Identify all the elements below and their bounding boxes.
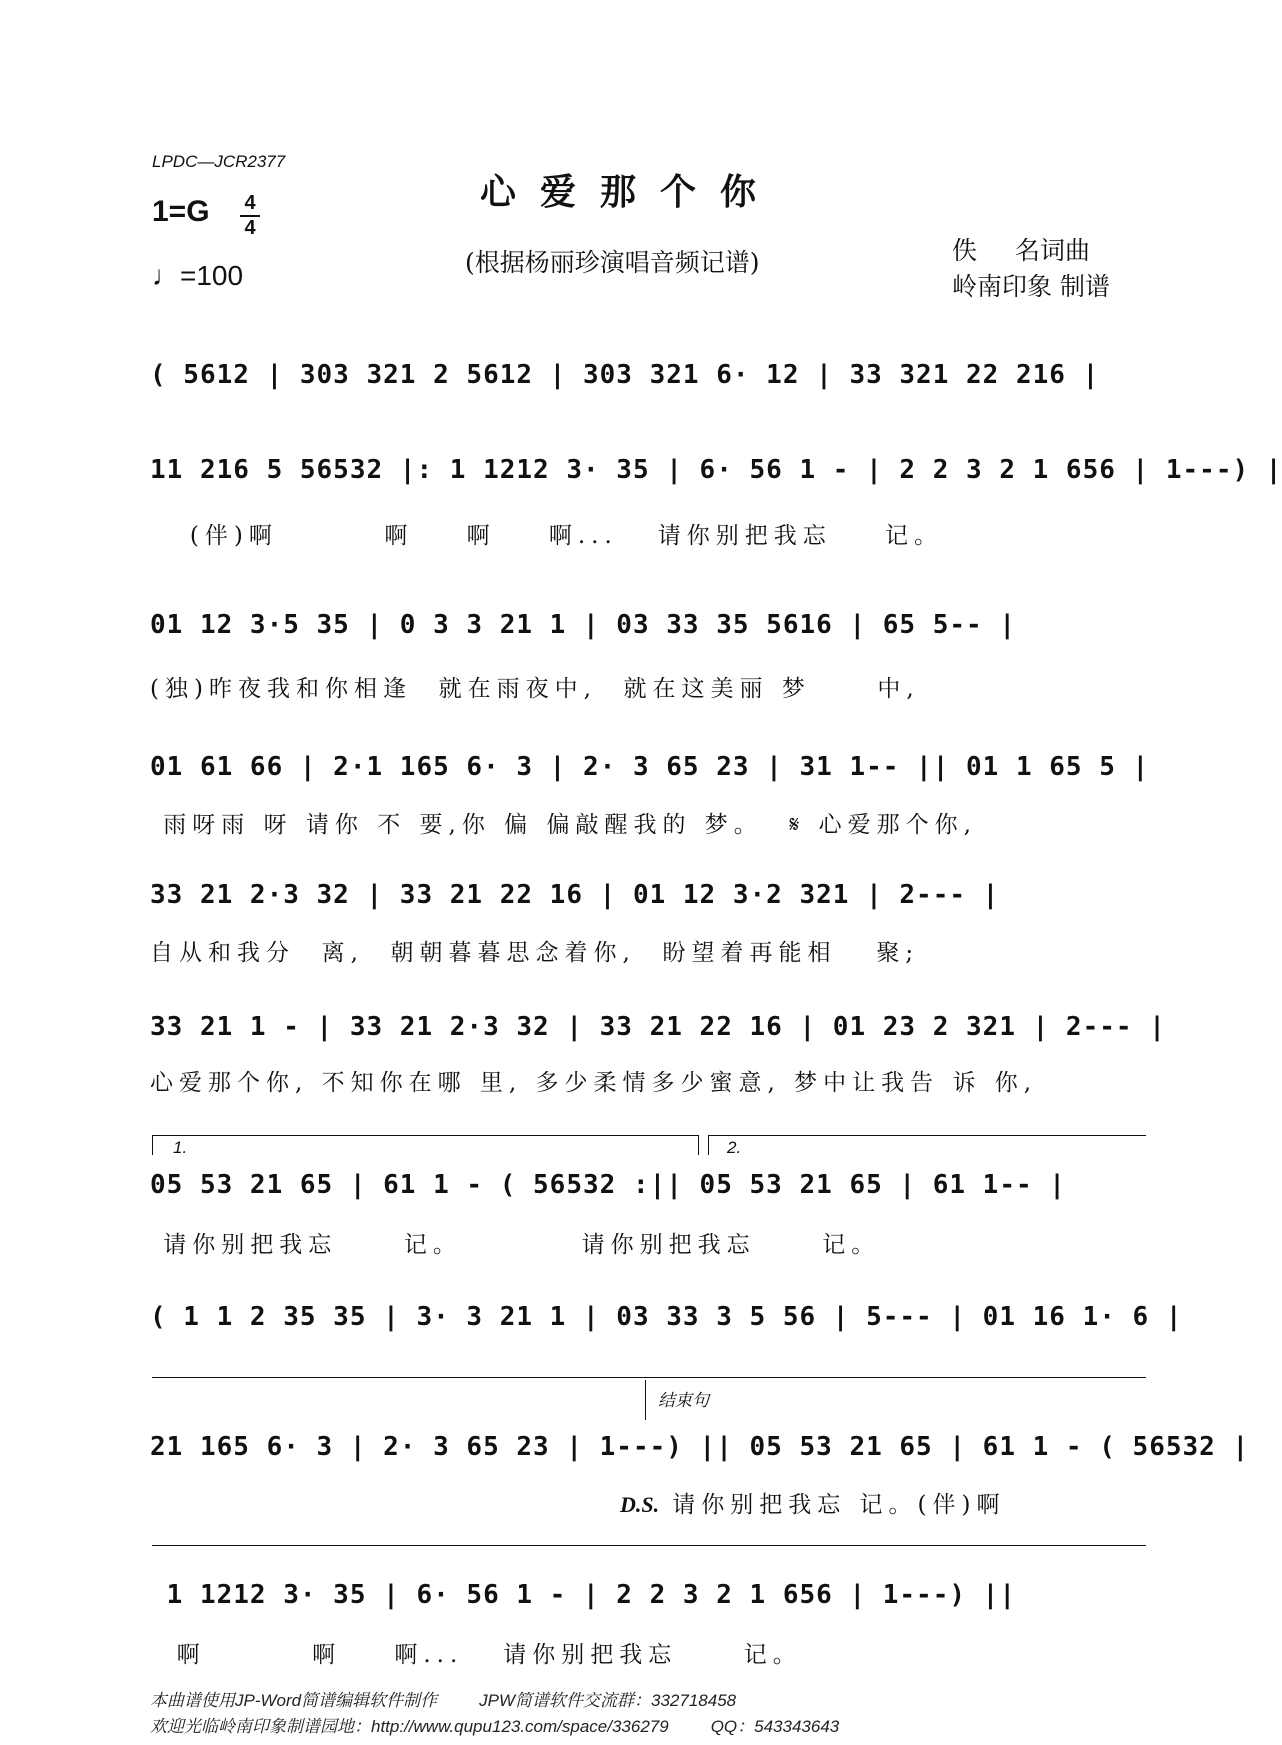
score-line-8: ( 1 1 2 35 35 | 3· 3 21 1 | 03 33 3 5 56 | 5--- | 01 16 1· 6 | xyxy=(150,1302,1183,1332)
meter-bottom: 4 xyxy=(244,217,256,239)
volta-2-label: 2. xyxy=(727,1138,742,1157)
ds-lyric-line xyxy=(620,1486,1005,1519)
score-line-5: 33 21 2·3 32 | 33 21 22 16 | 01 12 3·2 321 | 2--- | xyxy=(150,880,1000,910)
score-line-7: 05 53 21 65 | 61 1 - ( 56532 :|| 05 53 21 65 | 61 1-- | xyxy=(150,1170,1066,1200)
footer-website: 欢迎光临岭南印象制谱园地：http://www.qupu123.com/space/336279 xyxy=(150,1717,669,1736)
meter-top: 4 xyxy=(244,192,256,214)
volta-2-left xyxy=(708,1135,709,1155)
credit-author-role: 名词曲 xyxy=(1015,236,1091,265)
lyric-line-6: 心爱那个你, 不知你在哪 里, 多少柔情多少蜜意, 梦中让我告 诉 你, xyxy=(150,1070,1038,1096)
credit-composer xyxy=(952,231,1090,267)
volta-2-bracket xyxy=(708,1135,1146,1136)
score-code: LPDC—JCR2377 xyxy=(152,152,286,171)
key-label: 1=G xyxy=(152,195,210,228)
ending-label: 结束句 xyxy=(658,1391,709,1410)
key-signature xyxy=(152,195,210,229)
page-subtitle: (根据杨丽珍演唱音频记谱) xyxy=(465,248,760,277)
footer-line-2 xyxy=(150,1712,839,1737)
coda-rule xyxy=(152,1545,1146,1546)
volta-1-left xyxy=(152,1135,153,1155)
lyric-line-2: (伴)啊 啊 啊 啊... 请你别把我忘 记。 xyxy=(150,523,943,549)
score-line-1: ( 5612 | 303 321 2 5612 | 303 321 6· 12 | 33 321 22 216 | xyxy=(150,360,1100,390)
tempo-marking: ♩=100 xyxy=(152,260,244,291)
lyric-line-5: 自从和我分 离, 朝朝暮暮思念着你, 盼望着再能相 聚; xyxy=(150,940,920,966)
footer-group: JPW简谱软件交流群：332718458 xyxy=(479,1691,737,1710)
score-line-2: 11 216 5 56532 |: 1 1212 3· 35 | 6· 56 1 - | 2 2 3 2 1 656 | 1---) | xyxy=(150,455,1282,485)
volta-1-right xyxy=(698,1135,699,1155)
lyric-line-7: 请你别把我忘 记。 请你别把我忘 记。 xyxy=(150,1232,881,1258)
footer-line-1 xyxy=(150,1686,736,1711)
footer-software: 本曲谱使用JP-Word简谱编辑软件制作 xyxy=(150,1691,438,1710)
time-signature xyxy=(238,193,262,239)
ds-label: D.S. xyxy=(620,1492,660,1517)
score-line-9: 21 165 6· 3 | 2· 3 65 23 | 1---) || 05 53 21 65 | 61 1 - ( 56532 | xyxy=(150,1432,1250,1462)
section-rule xyxy=(152,1377,1146,1378)
lyric-line-10: 啊 啊 啊... 请你别把我忘 记。 xyxy=(150,1642,802,1668)
volta-1-label: 1. xyxy=(173,1138,188,1157)
lyric-line-3: (独)昨夜我和你相逢 就在雨夜中, 就在这美丽 梦 中, xyxy=(150,676,920,702)
footer-qq: QQ：543343643 xyxy=(710,1717,840,1736)
lyric-line-4: 雨呀雨 呀 请你 不 要,你 偏 偏敲醒我的 梦。 𝄋 心爱那个你, xyxy=(150,812,977,838)
volta-1-bracket xyxy=(152,1135,698,1136)
credit-author: 佚 xyxy=(952,236,978,265)
score-line-4: 01 61 66 | 2·1 165 6· 3 | 2· 3 65 23 | 31 1-- || 01 1 65 5 | xyxy=(150,752,1150,782)
ending-marker-line xyxy=(645,1380,646,1420)
credit-arranger: 岭南印象 制谱 xyxy=(952,272,1110,301)
score-line-3: 01 12 3·5 35 | 0 3 3 21 1 | 03 33 35 5616 | 65 5-- | xyxy=(150,610,1016,640)
ds-lyrics: 请你别把我忘 记。(伴)啊 xyxy=(672,1492,1006,1518)
score-line-10: 1 1212 3· 35 | 6· 56 1 - | 2 2 3 2 1 656 | 1---) || xyxy=(150,1580,1016,1610)
score-line-6: 33 21 1 - | 33 21 2·3 32 | 33 21 22 16 | 01 23 2 321 | 2--- | xyxy=(150,1012,1166,1042)
page-title: 心爱那个你 xyxy=(480,171,781,213)
